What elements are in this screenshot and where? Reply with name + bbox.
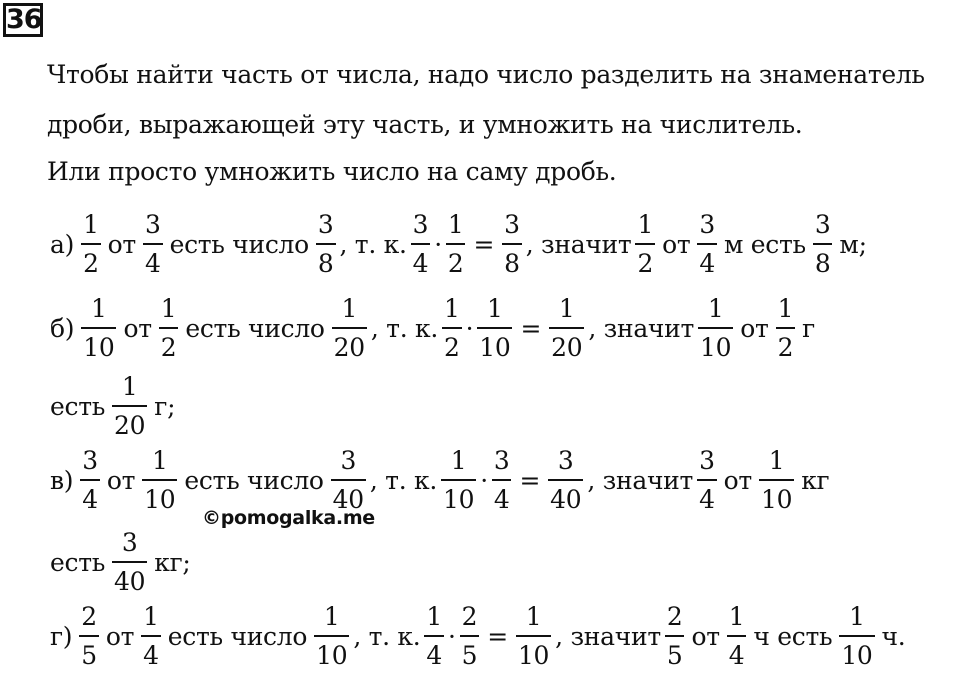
- fraction-numerator: 1: [83, 210, 99, 239]
- fraction: [813, 212, 833, 276]
- fraction-numerator: 1: [487, 294, 503, 323]
- paragraph-line-3: Или просто умножить число на саму дробь.: [47, 157, 617, 186]
- fraction-denominator: 40: [548, 479, 583, 512]
- fraction-numerator: 1: [447, 210, 464, 239]
- fraction: [697, 212, 717, 276]
- fraction: [502, 212, 522, 276]
- fraction-denominator: 20: [549, 327, 584, 360]
- fraction-denominator: 2: [81, 243, 101, 276]
- fraction-denominator: 8: [502, 243, 522, 276]
- fraction-numerator: 1: [443, 294, 460, 323]
- fraction-denominator: 4: [727, 635, 747, 668]
- fraction: [80, 448, 100, 512]
- fraction-denominator: 4: [424, 635, 444, 668]
- item-v-label: в): [50, 465, 74, 495]
- fraction-numerator: 3: [144, 210, 161, 239]
- fraction-denominator: 8: [316, 243, 336, 276]
- dot-operator: ·: [465, 313, 474, 343]
- equals-operator: =: [519, 465, 541, 495]
- word-ot: от: [105, 621, 135, 651]
- word-znachit: , значит: [588, 313, 695, 343]
- fraction-numerator: 2: [666, 602, 683, 631]
- fraction-numerator: 1: [341, 294, 358, 323]
- fraction-numerator: 2: [81, 602, 97, 631]
- word-ot: от: [107, 229, 136, 259]
- fraction-denominator: 4: [492, 479, 512, 512]
- fraction-numerator: 3: [699, 210, 715, 239]
- item-g: [47, 596, 908, 676]
- fraction-numerator: 1: [121, 372, 138, 401]
- unit-end: кг;: [154, 547, 191, 577]
- fraction: [424, 604, 444, 668]
- word-est-chislo: есть число: [185, 313, 325, 343]
- fraction: [549, 296, 584, 360]
- word-est-chislo: есть число: [167, 621, 308, 651]
- fraction-denominator: 20: [332, 327, 367, 360]
- word-ot: от: [123, 313, 152, 343]
- fraction-denominator: 2: [446, 243, 466, 276]
- problem-number: 36: [3, 3, 43, 37]
- fraction-denominator: 5: [665, 635, 685, 668]
- fraction-denominator: 10: [314, 635, 349, 668]
- fraction-denominator: 10: [839, 635, 874, 668]
- fraction: [81, 296, 116, 360]
- word-ot: от: [740, 313, 769, 343]
- fraction: [727, 604, 747, 668]
- item-a: [47, 204, 870, 284]
- fraction-denominator: 5: [460, 635, 480, 668]
- fraction: [332, 296, 367, 360]
- fraction-numerator: 3: [317, 210, 334, 239]
- fraction: [477, 296, 512, 360]
- fraction: [81, 212, 101, 276]
- fraction-numerator: 1: [849, 602, 865, 631]
- word-znachit: , значит: [555, 621, 661, 651]
- fraction: [141, 604, 161, 668]
- fraction-numerator: 1: [728, 602, 745, 631]
- word-tk: , т. к.: [370, 313, 438, 343]
- word-ot: от: [723, 465, 752, 495]
- word-znachit: , значит: [525, 229, 632, 259]
- item-v: [47, 440, 832, 520]
- fraction-denominator: 10: [441, 479, 476, 512]
- fraction-denominator: 10: [759, 479, 794, 512]
- fraction-numerator: 1: [91, 294, 107, 323]
- word-est: есть: [50, 547, 106, 577]
- fraction: [112, 530, 147, 594]
- fraction-numerator: 3: [557, 446, 574, 475]
- item-b: [47, 288, 818, 368]
- fraction-denominator: 8: [813, 243, 833, 276]
- fraction-denominator: 4: [143, 243, 163, 276]
- fraction: [112, 374, 147, 438]
- fraction: [460, 604, 480, 668]
- fraction-denominator: 10: [142, 479, 177, 512]
- fraction-numerator: 3: [412, 210, 429, 239]
- fraction-numerator: 3: [82, 446, 98, 475]
- fraction-numerator: 1: [637, 210, 654, 239]
- paragraph-line-2: дроби, выражающей эту часть, и умножить на числитель.: [47, 110, 803, 139]
- fraction-numerator: 1: [525, 602, 542, 631]
- fraction: [776, 296, 796, 360]
- equals-operator: =: [487, 621, 508, 651]
- fraction-denominator: 4: [411, 243, 431, 276]
- fraction-denominator: 40: [112, 561, 147, 594]
- fraction: [698, 296, 733, 360]
- fraction-numerator: 1: [323, 602, 340, 631]
- word-est-chislo: есть число: [184, 465, 324, 495]
- fraction: [635, 212, 655, 276]
- fraction-denominator: 40: [331, 479, 366, 512]
- fraction: [442, 296, 462, 360]
- fraction-denominator: 4: [141, 635, 161, 668]
- fraction: [441, 448, 476, 512]
- fraction-numerator: 3: [340, 446, 357, 475]
- fraction: [548, 448, 583, 512]
- fraction-numerator: 3: [699, 446, 715, 475]
- fraction-numerator: 2: [461, 602, 478, 631]
- fraction-numerator: 1: [426, 602, 443, 631]
- fraction-numerator: 3: [493, 446, 510, 475]
- word-tk: , т. к.: [353, 621, 421, 651]
- unit-est: м есть: [723, 229, 806, 259]
- watermark: ©pomogalka.me: [202, 507, 375, 529]
- dot-operator: ·: [480, 465, 488, 495]
- fraction: [516, 604, 551, 668]
- item-b-label: б): [50, 313, 75, 343]
- fraction-denominator: 4: [80, 479, 100, 512]
- fraction-denominator: 10: [516, 635, 551, 668]
- paragraph-line-1: Чтобы найти часть от числа, надо число разделить на знаменатель: [47, 60, 925, 89]
- fraction: [143, 212, 163, 276]
- fraction: [759, 448, 794, 512]
- dot-operator: ·: [434, 229, 442, 259]
- word-tk: , т. к.: [339, 229, 407, 259]
- item-v-continuation: [47, 522, 194, 602]
- fraction-numerator: 1: [143, 602, 159, 631]
- fraction: [665, 604, 685, 668]
- fraction-numerator: 1: [768, 446, 785, 475]
- fraction: [79, 604, 99, 668]
- fraction-denominator: 2: [442, 327, 462, 360]
- unit-end: г;: [154, 391, 176, 421]
- fraction-denominator: 2: [776, 327, 796, 360]
- fraction: [142, 448, 177, 512]
- fraction-denominator: 4: [697, 243, 717, 276]
- fraction: [446, 212, 466, 276]
- word-tk: , т. к.: [369, 465, 437, 495]
- fraction-numerator: 1: [151, 446, 168, 475]
- unit-end: ч.: [881, 621, 906, 651]
- item-g-label: г): [50, 621, 73, 651]
- fraction-denominator: 2: [159, 327, 179, 360]
- item-b-continuation: [47, 366, 178, 446]
- word-ot: от: [106, 465, 136, 495]
- fraction: [411, 212, 431, 276]
- fraction-numerator: 1: [558, 294, 575, 323]
- fraction: [316, 212, 336, 276]
- fraction: [159, 296, 179, 360]
- unit-end: м;: [839, 229, 867, 259]
- fraction: [492, 448, 512, 512]
- fraction-numerator: 3: [121, 528, 138, 557]
- fraction-denominator: 5: [79, 635, 99, 668]
- word-est: есть: [50, 391, 106, 421]
- fraction-denominator: 10: [698, 327, 733, 360]
- fraction: [839, 604, 874, 668]
- fraction-numerator: 1: [777, 294, 794, 323]
- fraction: [331, 448, 366, 512]
- word-ot: от: [691, 621, 720, 651]
- unit: г: [802, 313, 815, 343]
- fraction-denominator: 10: [477, 327, 512, 360]
- fraction-numerator: 1: [450, 446, 467, 475]
- unit: кг: [801, 465, 830, 495]
- word-znachit: , значит: [587, 465, 694, 495]
- equals-operator: =: [473, 229, 495, 259]
- fraction-numerator: 1: [160, 294, 177, 323]
- fraction-numerator: 1: [707, 294, 724, 323]
- fraction-denominator: 4: [697, 479, 717, 512]
- item-a-label: а): [50, 229, 75, 259]
- fraction-numerator: 3: [814, 210, 831, 239]
- word-ot: от: [662, 229, 691, 259]
- fraction-denominator: 20: [112, 405, 147, 438]
- equals-operator: =: [520, 313, 542, 343]
- dot-operator: ·: [448, 621, 456, 651]
- fraction-denominator: 10: [81, 327, 116, 360]
- fraction-numerator: 3: [504, 210, 520, 239]
- fraction-denominator: 2: [635, 243, 655, 276]
- fraction: [314, 604, 349, 668]
- fraction: [697, 448, 717, 512]
- word-est-chislo: есть число: [169, 229, 309, 259]
- unit-est: ч есть: [753, 621, 833, 651]
